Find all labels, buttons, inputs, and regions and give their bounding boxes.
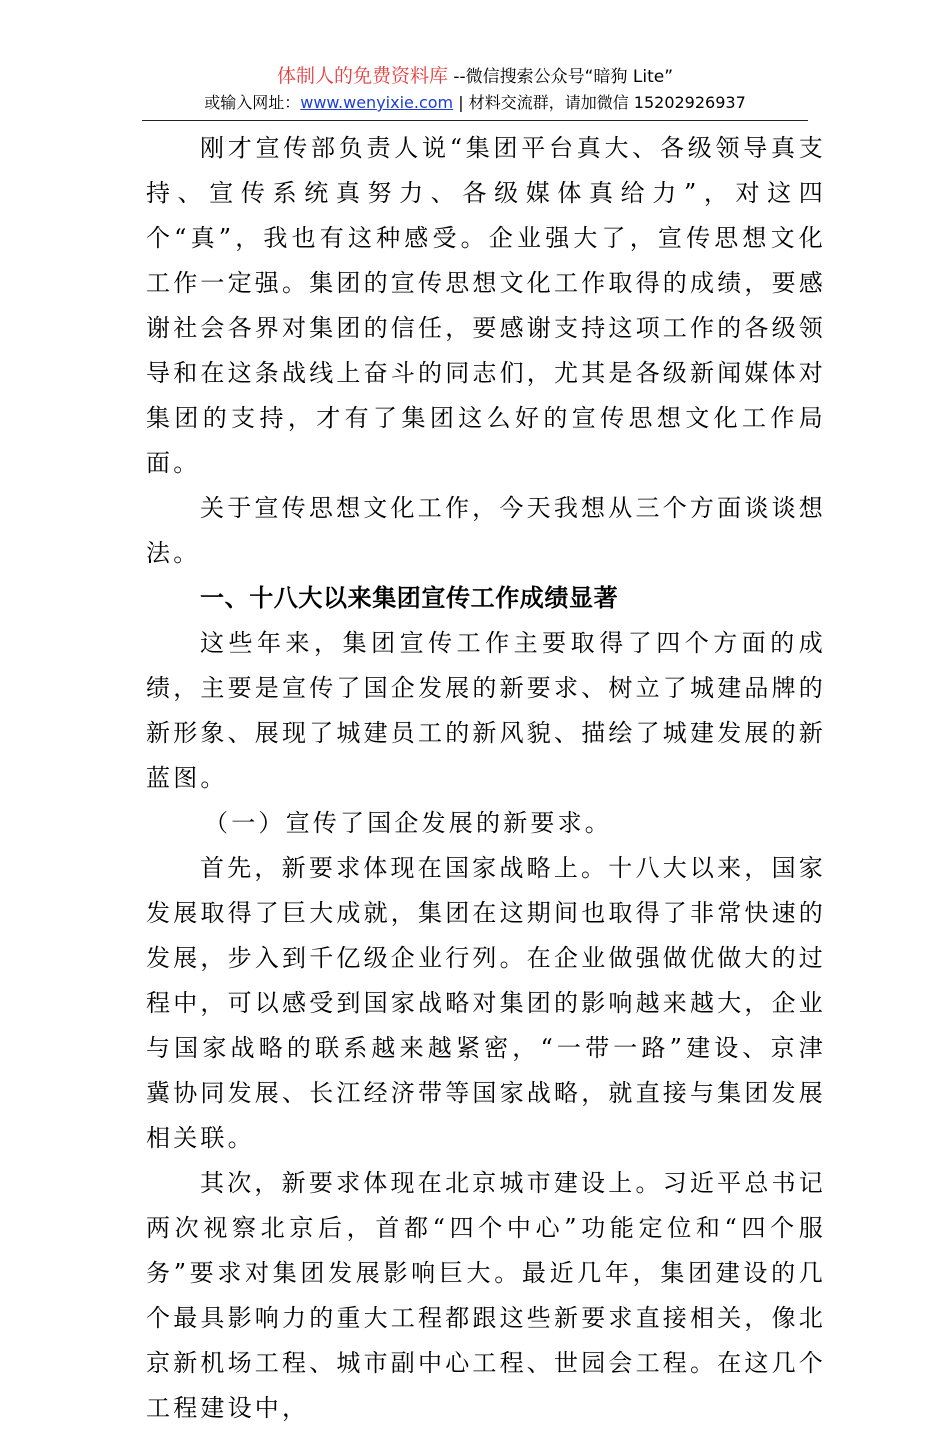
- header-contact-line: [0, 91, 950, 115]
- section-heading-1: 一、十八大以来集团宣传工作成绩显著: [200, 584, 619, 612]
- page-header: [0, 64, 950, 115]
- document-body: [146, 126, 826, 1431]
- header-brand-title: 体制人的免费资料库: [276, 65, 448, 87]
- subsection-heading-1: （一）宣传了国企发展的新要求。: [204, 809, 612, 837]
- paragraph-intro: 刚才宣传部负责人说“集团平台真大、各级领导真支持、宣传系统真努力、各级媒体真给力”，对这四个“真”，我也有这种感受。企业强大了，宣传思想文化工作一定强。集团的宣传思想文化工作取得的成绩，要感谢社会各界对集团的信任，要感谢支持这项工作的各级领导和在这条战线上奋斗的同志们，尤其是各级新闻媒体对集团的支持，才有了集团这么好的宣传思想文化工作局面。: [146, 134, 826, 477]
- paragraph-national-strategy: 首先，新要求体现在国家战略上。十八大以来，国家发展取得了巨大成就，集团在这期间也取得了非常快速的发展，步入到千亿级企业行列。在企业做强做优做大的过程中，可以感受到国家战略对集团的影响越来越大，企业与国家战略的联系越来越紧密，“一带一路”建设、京津冀协同发展、长江经济带等国家战略，就直接与集团发展相关联。: [146, 854, 826, 1152]
- header-contact-text: | 材料交流群，请加微信 15202926937: [453, 93, 746, 112]
- header-promo-line: [0, 64, 950, 89]
- paragraph-achievements: 这些年来，集团宣传工作主要取得了四个方面的成绩，主要是宣传了国企发展的新要求、树立了城建品牌的新形象、展现了城建员工的新风貌、描绘了城建发展的新蓝图。: [146, 629, 826, 792]
- header-wechat-text: --微信搜索公众号“暗狗 Lite”: [448, 67, 674, 87]
- paragraph-beijing-construction: 其次，新要求体现在北京城市建设上。习近平总书记两次视察北京后，首都“四个中心”功能定位和“四个服务”要求对集团发展影响巨大。最近几年，集团建设的几个最具影响力的重大工程都跟这些新要求直接相关，像北京新机场工程、城市副中心工程、世园会工程。在这几个工程建设中，: [146, 1169, 826, 1422]
- header-website-link[interactable]: www.wenyixie.com: [300, 93, 454, 112]
- header-url-label: 或输入网址：: [204, 93, 301, 112]
- paragraph-outline: 关于宣传思想文化工作，今天我想从三个方面谈谈想法。: [146, 494, 826, 567]
- header-divider: [142, 120, 808, 121]
